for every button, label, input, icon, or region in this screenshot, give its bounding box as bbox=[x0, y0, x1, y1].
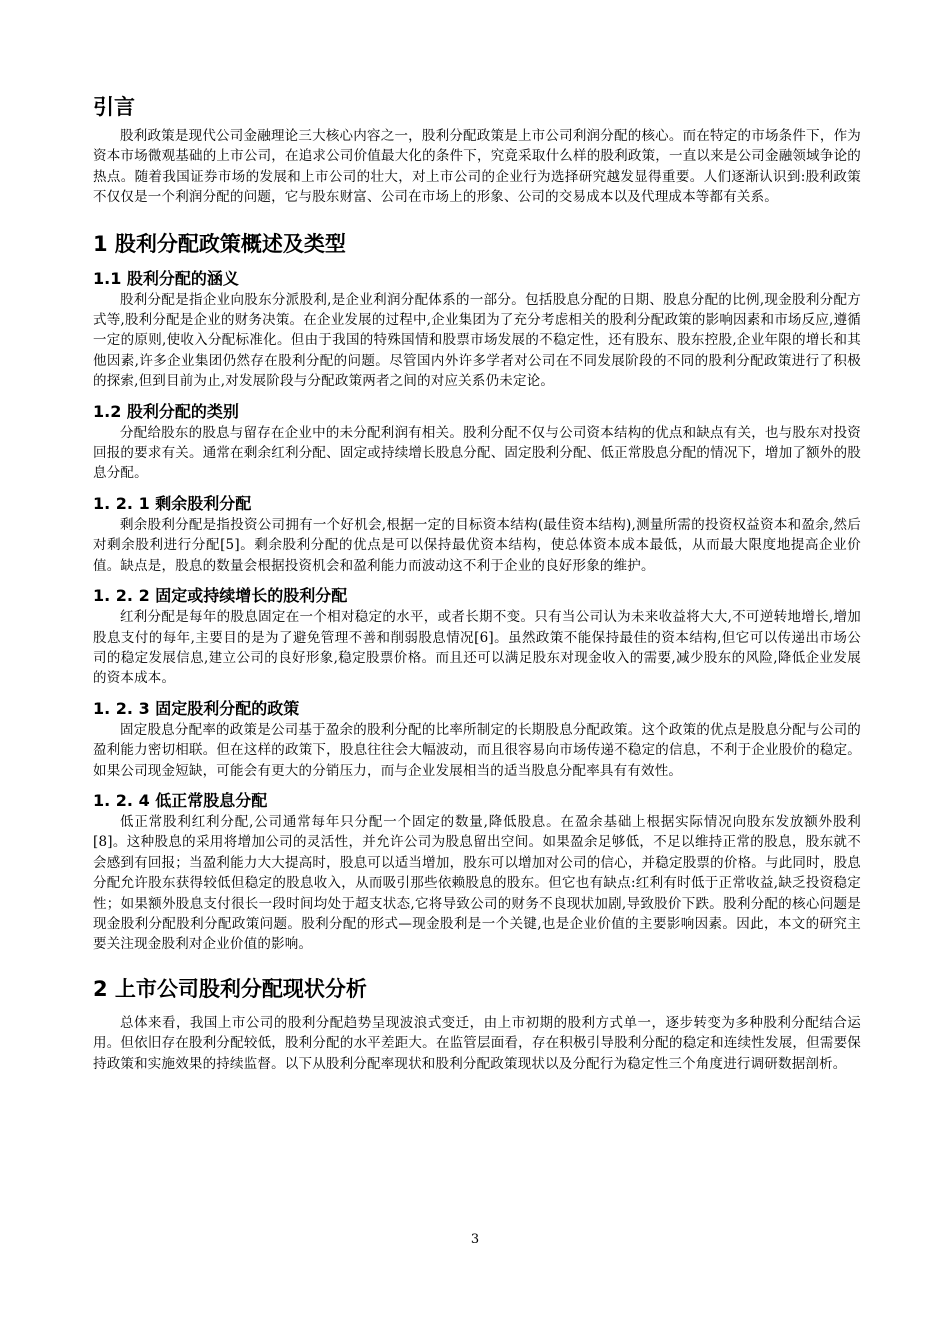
section-1-2-1-heading: 1. 2. 1 剩余股利分配 bbox=[93, 493, 252, 513]
section-1-2-3-heading: 1. 2. 3 固定股利分配的政策 bbox=[93, 698, 300, 718]
section-1-2-paragraph: 分配给股东的股息与留存在企业中的未分配利润有相关。股利分配不仅与公司资本结构的优点和缺点有关，也与股东对投资回报的要求有关。通常在剩余红利分配、固定或持续增长股息分配、固定股利分配、低正常股息分配的情况下，增加了额外的股息分配。 bbox=[93, 424, 861, 482]
section-1-2-3-paragraph: 固定股息分配率的政策是公司基于盈余的股利分配的比率所制定的长期股息分配政策。这个政策的优点是股息分配与公司的盈利能力密切相联。但在这样的政策下，股息往往会大幅波动，而且很容易向市场传递不稳定的信息，不利于企业股价的稳定。如果公司现金短缺，可能会有更大的分销压力，而与企业发展相当的适当股息分配率具有有效性。 bbox=[93, 721, 861, 779]
intro-heading: 引言 bbox=[93, 95, 135, 119]
section-1-1-heading: 1.1 股利分配的涵义 bbox=[93, 268, 239, 288]
section-1-2-4-paragraph: 低正常股利红利分配,公司通常每年只分配一个固定的数量,降低股息。在盈余基础上根据实际情况向股东发放额外股利[8]。这种股息的采用将增加公司的灵活性，并允许公司为股息留出空间。如果盈余足够低，不足以维持正常的股息，股东就不会感到有回报；当盈利能力大大提高时，股息可以适当增加，股东可以增加对公司的信心，并稳定股票的价格。与此同时，股息分配允许股东获得较低但稳定的股息收入，从而吸引那些依赖股息的股东。但它也有缺点:红利有时低于正常收益,缺乏投资稳定性；如果额外股息支付很长一段时间均处于超支状态,它将导致公司的财务不良现状加剧,导致股价下跌。股利分配的核心问题是现金股利分配股利分配政策问题。股利分配的形式—现金股利是一个关键,也是企业价值的主要影响因素。因此，本文的研究主要关注现金股利对企业价值的影响。 bbox=[93, 813, 861, 953]
section-1-2-2-paragraph: 红利分配是每年的股息固定在一个相对稳定的水平，或者长期不变。只有当公司认为未来收益将大大,不可逆转地增长,增加股息支付的每年,主要目的是为了避免管理不善和削弱股息情况[6]。虽然政策不能保持最佳的资本结构,但它可以传递出市场公司的稳定发展信息,建立公司的良好形象,稳定股票价格。而且还可以满足股东对现金收入的需要,减少股东的风险,降低企业发展的资本成本。 bbox=[93, 609, 861, 687]
section-2-heading: 2 上市公司股利分配现状分析 bbox=[93, 976, 367, 1001]
intro-paragraph: 股利政策是现代公司金融理论三大核心内容之一，股利分配政策是上市公司利润分配的核心。而在特定的市场条件下，作为资本市场微观基础的上市公司，在追求公司价值最大化的条件下，究竟采取什么样的股利政策，一直以来是公司金融领域争论的热点。随着我国证券市场的发展和上市公司的壮大，对上市公司的企业行为选择研究越发显得重要。人们逐渐认识到:股利政策不仅仅是一个利润分配的问题，它与股东财富、公司在市场上的形象、公司的交易成本以及代理成本等都有关系。 bbox=[93, 128, 861, 206]
document-page bbox=[93, 90, 861, 1074]
section-2-paragraph: 总体来看，我国上市公司的股利分配趋势呈现波浪式变迁，由上市初期的股利方式单一，逐步转变为多种股利分配结合运用。但依旧存在股利分配较低，股利分配的水平差距大。在监管层面看，存在积极引导股利分配的稳定和连续性发展，但需要保持政策和实施效果的持续监督。以下从股利分配率现状和股利分配政策现状以及分配行为稳定性三个角度进行调研数据剖析。 bbox=[93, 1014, 861, 1072]
section-1-2-heading: 1.2 股利分配的类别 bbox=[93, 401, 239, 421]
section-1-2-1-paragraph: 剩余股利分配是指投资公司拥有一个好机会,根据一定的目标资本结构(最佳资本结构),测量所需的投资权益资本和盈余,然后对剩余股利进行分配[5]。剩余股利分配的优点是可以保持最优资本结构，使总体资本成本最低，从而最大限度地提高企业价值。缺点是，股息的数量会根据投资机会和盈利能力而波动这不利于企业的良好形象的维护。 bbox=[93, 516, 861, 574]
section-1-2-4-heading: 1. 2. 4 低正常股息分配 bbox=[93, 790, 268, 810]
section-1-1-paragraph: 股利分配是指企业向股东分派股利,是企业利润分配体系的一部分。包括股息分配的日期、股息分配的比例,现金股利分配方式等,股利分配是企业的财务决策。在企业发展的过程中,企业集团为了充分考虑相关的股利分配政策的影响因素和市场反应,遵循一定的原则,使收入分配标准化。但由于我国的特殊国情和股票市场发展的不稳定性，还有股东、股东控股,企业年限的增长和其他因素,许多企业集团仍然存在股利分配的问题。尽管国内外许多学者对公司在不同发展阶段的不同的股利分配政策进行了积极的探索,但到目前为止,对发展阶段与分配政策两者之间的对应关系仍未定论。 bbox=[93, 291, 861, 390]
section-1-heading: 1 股利分配政策概述及类型 bbox=[93, 231, 346, 256]
section-1-2-2-heading: 1. 2. 2 固定或持续增长的股利分配 bbox=[93, 586, 348, 606]
page-number: 3 bbox=[470, 1232, 480, 1247]
